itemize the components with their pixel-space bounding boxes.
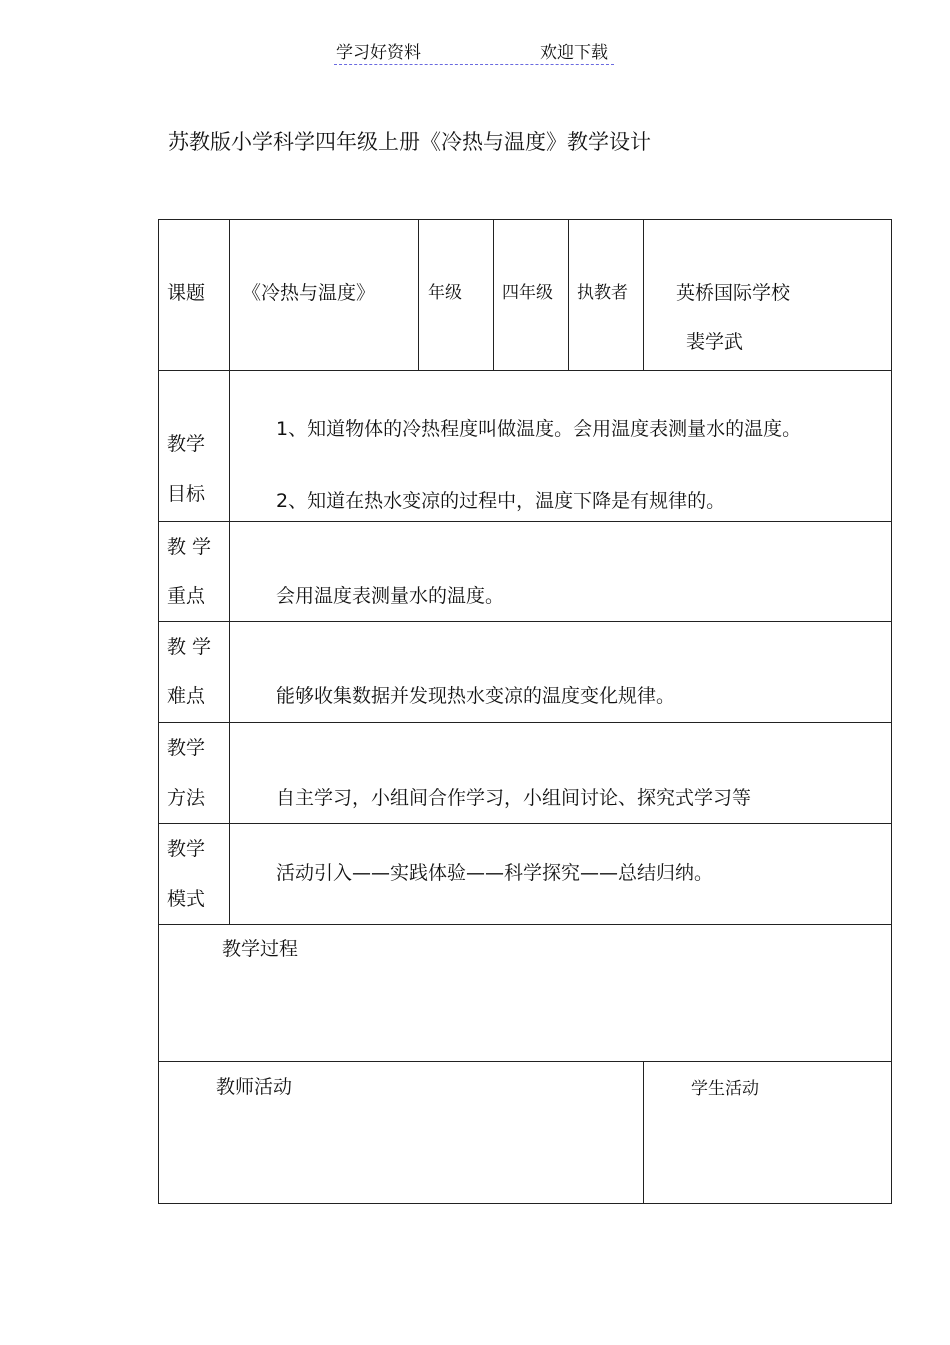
header-rule — [334, 64, 614, 65]
goals-label-line2: 目标 — [167, 483, 206, 505]
goals-label-cell — [159, 371, 230, 522]
topic-label: 课题 — [167, 282, 206, 304]
difficulties-value: 能够收集数据并发现热水变凉的温度变化规律。 — [276, 685, 676, 707]
key-points-label-cell — [159, 522, 230, 622]
methods-label-cell — [159, 723, 230, 824]
methods-row — [159, 723, 892, 824]
methods-label-line2: 方法 — [167, 787, 206, 809]
mode-content-cell — [230, 824, 892, 925]
key-points-row — [159, 522, 892, 622]
difficulties-content-cell — [230, 622, 892, 723]
process-row — [159, 925, 892, 1062]
topic-row — [159, 220, 892, 371]
goals-label-line1: 教学 — [167, 433, 206, 455]
mode-value: 活动引入——实践体验——科学探究——总结归纳。 — [276, 862, 714, 884]
process-label: 教学过程 — [222, 938, 299, 960]
methods-value: 自主学习，小组间合作学习，小组间讨论、探究式学习等 — [276, 787, 752, 809]
key-points-content-cell — [230, 522, 892, 622]
grade-label-cell — [419, 220, 494, 371]
goals-row — [159, 371, 892, 522]
teacher-label: 执教者 — [577, 283, 628, 303]
header-left-text: 学习好资料 — [336, 43, 421, 63]
key-points-value: 会用温度表测量水的温度。 — [276, 585, 505, 607]
grade-value-cell — [494, 220, 569, 371]
process-cell — [159, 925, 892, 1062]
header-right-text: 欢迎下载 — [540, 43, 608, 63]
goal-item-2: 2、知道在热水变凉的过程中，温度下降是有规律的。 — [276, 490, 726, 512]
teacher-activity-label: 教师活动 — [216, 1076, 293, 1098]
mode-label-line1: 教学 — [167, 838, 206, 860]
mode-label-cell — [159, 824, 230, 925]
document-title: 苏教版小学科学四年级上册《冷热与温度》教学设计 — [168, 130, 651, 154]
difficulties-label-cell — [159, 622, 230, 723]
topic-value-cell — [230, 220, 419, 371]
key-points-label-line2: 重点 — [167, 585, 206, 607]
activities-row — [159, 1062, 892, 1204]
key-points-label-line1: 教 学 — [167, 536, 212, 558]
teacher-info-cell — [644, 220, 892, 371]
student-activity-cell — [644, 1062, 892, 1204]
school-name: 英桥国际学校 — [676, 282, 791, 304]
lesson-plan-table — [158, 219, 892, 1204]
teacher-label-cell — [569, 220, 644, 371]
methods-content-cell — [230, 723, 892, 824]
grade-value: 四年级 — [502, 283, 553, 303]
teacher-name: 裴学武 — [686, 331, 744, 353]
methods-label-line1: 教学 — [167, 737, 206, 759]
difficulties-row — [159, 622, 892, 723]
difficulties-label-line1: 教 学 — [167, 636, 212, 658]
goal-item-1: 1、知道物体的冷热程度叫做温度。会用温度表测量水的温度。 — [276, 418, 802, 440]
difficulties-label-line2: 难点 — [167, 685, 206, 707]
goals-content-cell — [230, 371, 892, 522]
topic-label-cell — [159, 220, 230, 371]
topic-value: 《冷热与温度》 — [242, 282, 376, 304]
student-activity-label: 学生活动 — [691, 1079, 759, 1099]
teacher-activity-cell — [159, 1062, 644, 1204]
mode-row — [159, 824, 892, 925]
grade-label: 年级 — [428, 283, 462, 303]
mode-label-line2: 模式 — [167, 888, 206, 910]
